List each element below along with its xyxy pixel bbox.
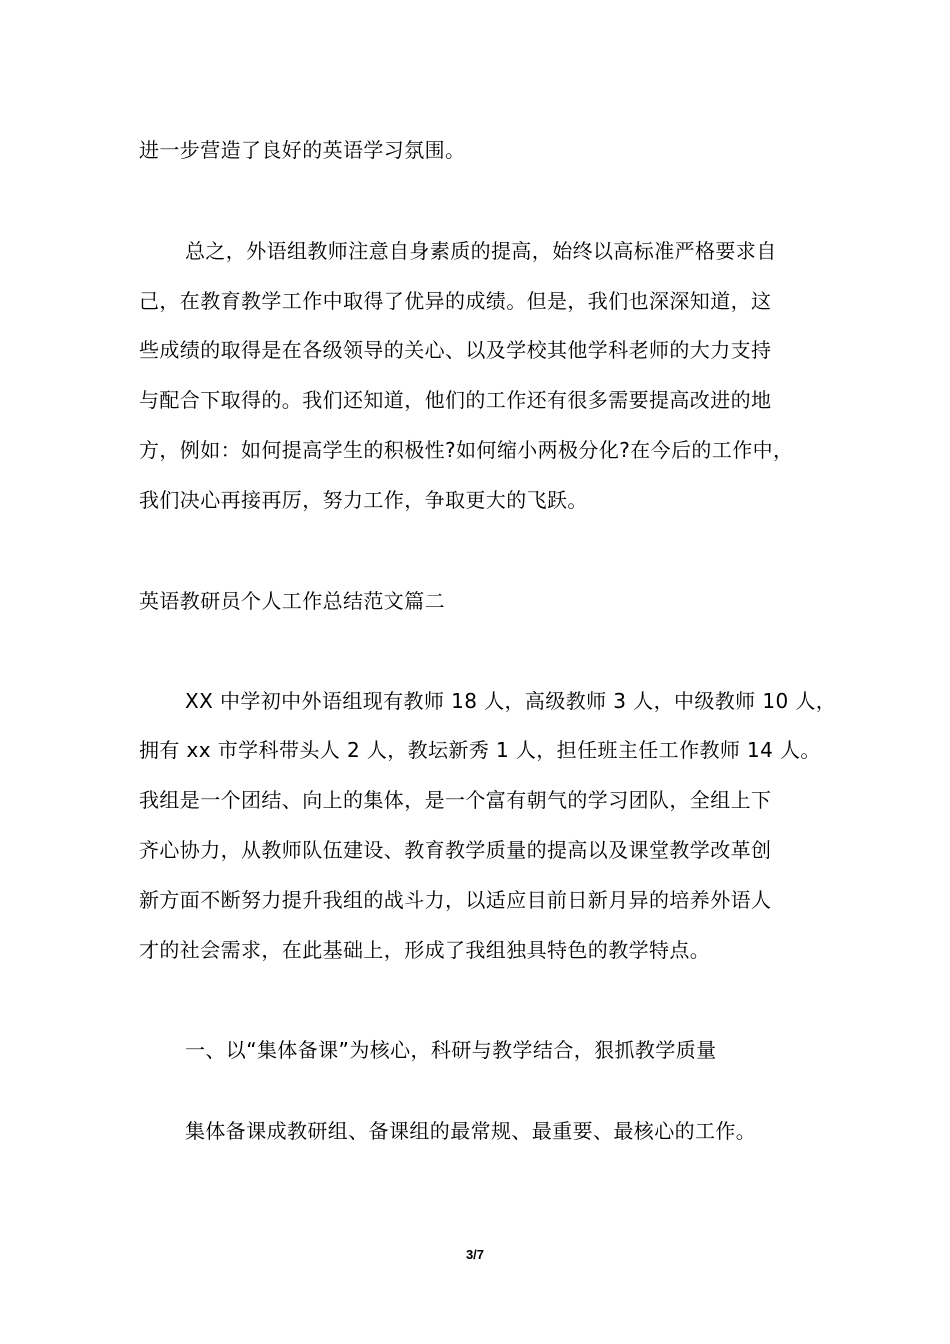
paragraph-line: 才的社会需求，在此基础上，形成了我组独具特色的教学特点。 (139, 938, 711, 962)
page-number: 3/7 (465, 1247, 485, 1262)
paragraph-line: XX 中学初中外语组现有教师 18 人，高级教师 3 人，中级教师 10 人， (185, 689, 837, 713)
paragraph-line: 新方面不断努力提升我组的战斗力，以适应目前日新月异的培养外语人 (139, 888, 772, 912)
paragraph-line: 己，在教育教学工作中取得了优异的成绩。但是，我们也深深知道，这 (139, 289, 772, 313)
paragraph-line: 拥有 xx 市学科带头人 2 人，教坛新秀 1 人，担任班主任工作教师 14 人。 (139, 738, 821, 762)
paragraph-line: 我组是一个团结、向上的集体，是一个富有朝气的学习团队，全组上下 (139, 788, 772, 812)
paragraph-line: 与配合下取得的。我们还知道，他们的工作还有很多需要提高改进的地 (139, 388, 772, 412)
paragraph-line: 方，例如：如何提高学生的积极性?如何缩小两极分化?在今后的工作中， (139, 438, 794, 462)
section-title: 英语教研员个人工作总结范文篇二 (139, 589, 445, 613)
paragraph-line: 些成绩的取得是在各级领导的关心、以及学校其他学科老师的大力支持 (139, 338, 772, 362)
paragraph-line: 齐心协力，从教师队伍建设、教育教学质量的提高以及课堂教学改革创 (139, 838, 772, 862)
paragraph-line: 集体备课成教研组、备课组的最常规、最重要、最核心的工作。 (185, 1119, 757, 1143)
paragraph-line: 总之，外语组教师注意自身素质的提高，始终以高标准严格要求自 (185, 239, 777, 263)
paragraph-line: 我们决心再接再厉，努力工作，争取更大的飞跃。 (139, 488, 588, 512)
section-heading: 一、以“集体备课”为核心，科研与教学结合，狠抓教学质量 (185, 1038, 717, 1062)
paragraph-line: 进一步营造了良好的英语学习氛围。 (139, 138, 466, 162)
